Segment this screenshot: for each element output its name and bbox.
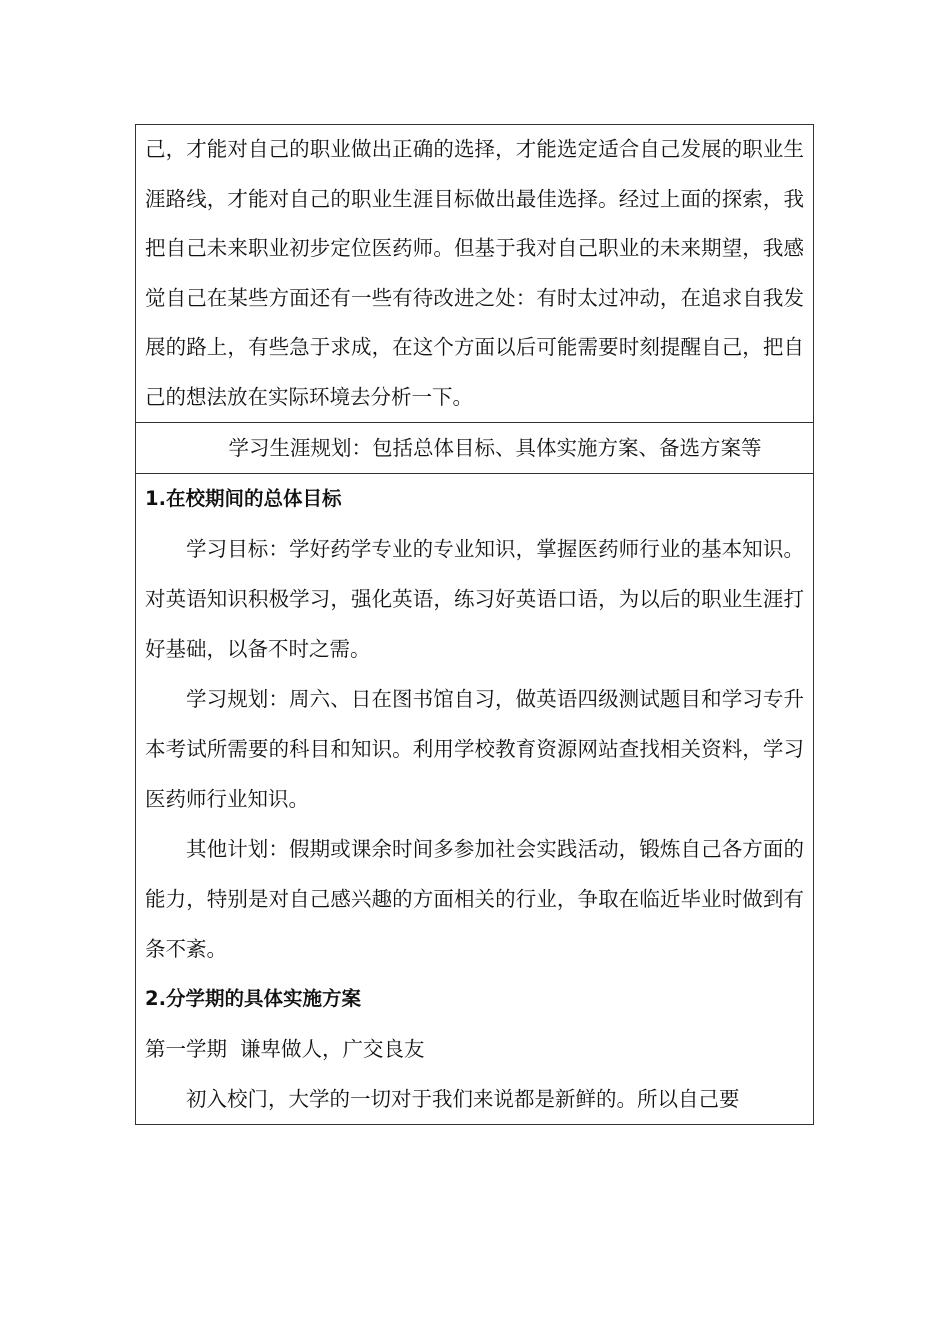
section-title-overall-goal: 1.在校期间的总体目标 <box>145 487 342 510</box>
section-title-semester-plan: 2.分学期的具体实施方案 <box>145 987 361 1010</box>
semester1-title: 第一学期 谦卑做人，广交良友 <box>145 1037 425 1061</box>
self-analysis-cell <box>136 125 813 422</box>
study-goal-paragraph: 学习目标：学好药学专业的专业知识，掌握医药师行业的基本知识。对英语知识积极学习，强化英语，练习好英语口语，为以后的职业生涯打好基础，以备不时之需。 <box>145 537 804 661</box>
study-plan-heading: 学习生涯规划：包括总体目标、具体实施方案、备选方案等 <box>228 436 762 460</box>
study-plan-heading-cell <box>136 422 813 473</box>
study-plan-paragraph: 学习规划：周六、日在图书馆自习，做英语四级测试题目和学习专升本考试所需要的科目和知识。利用学校教育资源网站查找相关资料，学习医药师行业知识。 <box>145 687 804 811</box>
career-plan-table <box>135 124 814 1125</box>
semester1-paragraph: 初入校门，大学的一切对于我们来说都是新鲜的。所以自己要 <box>186 1087 740 1111</box>
other-plan-paragraph: 其他计划：假期或课余时间多参加社会实践活动，锻炼自己各方面的能力，特别是对自己感兴趣的方面相关的行业，争取在临近毕业时做到有条不紊。 <box>145 837 804 961</box>
study-plan-content-cell <box>136 473 813 1124</box>
self-analysis-paragraph: 己，才能对自己的职业做出正确的选择，才能选定适合自己发展的职业生涯路线，才能对自己的职业生涯目标做出最佳选择。经过上面的探索，我把自己未来职业初步定位医药师。但基于我对自己职业的未来期望，我感觉自己在某些方面还有一些有待改进之处：有时太过冲动，在追求自我发展的路上，有些急于求成，在这个方面以后可能需要时刻提醒自己，把自己的想法放在实际环境去分析一下。 <box>145 137 804 409</box>
